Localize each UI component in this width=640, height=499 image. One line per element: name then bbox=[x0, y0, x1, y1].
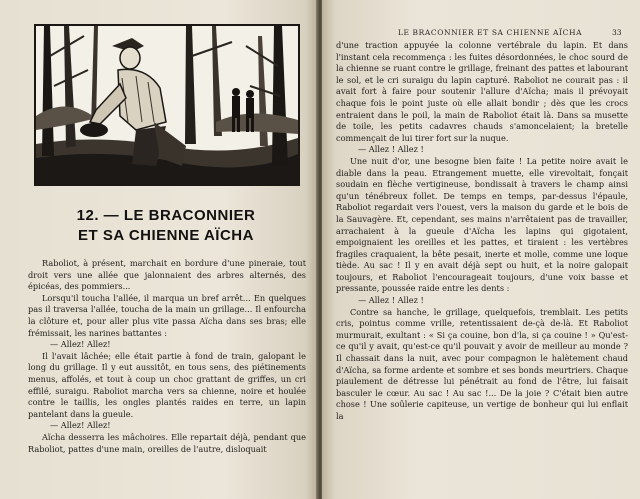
dialog-line: — Allez ! Allez ! bbox=[358, 144, 424, 155]
paragraph: Une nuit d'or, une besogne bien faite ! La petite noire avait le diable dans la peau. Etrangement muette, elle virevoltait, fonçait soudain en flèche vertigineuse, bondissait à travers le champ ainsi qu'un ténébreux follet. De temps en temps, par-dessus l'épaule, Raboliot regardait vers l'ouest, vers la maison du garde et le bois de la Sauvagère. Et, cependant, ses mains n'arrêtaient pas de travailler, arrachaient à la gueule d'Aïcha les lapins qui gigotaient, empoignaient les oreilles et les pattes, et tiraient : les vertèbres fragiles craquaient, la bête pesait, inerte et molle, comme une loque tiède. Au sac ! Il y en avait déjà sept ou huit, et la noire galopait toujours, et Raboliot l'encourageait toujours, d'une voix basse et pressante, poussée raide entre les dents : bbox=[336, 155, 628, 294]
poacher-illustration bbox=[34, 24, 300, 186]
paragraph: d'une traction appuyée la colonne vertébrale du lapin. Et dans l'instant cela recommença : les fuites désordonnées, le choc sourd de la chienne se ruant contre le grillage, freinant des pattes et labourant le sol, et le cri suraigu du lapin capturé. Raboliot ne courait pas : il avait fort à faire pour soutenir l'allure d'Aïcha; mais il prévoyait chaque fois le point juste où elle allait bondir ; dès que les crocs entraient dans le poil, la main de Raboliot était là. Dans sa musette de toile, les petits cadavres chauds s'amoncelaient; la bretelle commençait de lui tirer fort sur la nuque. bbox=[336, 40, 628, 143]
paragraph: Contre sa hanche, le grillage, quelquefois, tremblait. Les petits cris, pointus comme vrille, retentissaient de-çà de-là. Et Raboliot murmurait, exultant : « Si ça couine, bon d'la, si ça couine ! » Qu'est-ce qu'il y avait, qu'est-ce qu'il pouvait y avoir de meilleur au monde ? Il chassait dans la nuit, avec pour compagnon le halètement chaud d'Aïcha, sa forme ardente et sombre et ses bonds meurtriers. Chaque piaulement de détresse lui pénétrait au fond de l'être, lui faisait basculer le cœur. Au sac ! Au sac !... De la joie ? C'était bien autre chose ! Une soûlerie capiteuse, un vertige de bonheur qui lui enflait la bbox=[336, 306, 628, 421]
dialog-line: — Allez ! Allez ! bbox=[358, 295, 424, 306]
page-number: 33 bbox=[612, 28, 622, 37]
dialog-line: — Allez! Allez! bbox=[50, 339, 111, 350]
chapter-title-line-1: 12. — LE BRACONNIER bbox=[76, 207, 256, 224]
paragraph: Il l'avait lâchée; elle était partie à fond de train, galopant le long du grillage. Il y eut aussitôt, en tous sens, des piétinements menus, affolés, et tout à coup un choc grattant de griffes, un cri effilé, suraigu. Raboliot marcha vers sa chienne, noire et houlée contre le taillis, les ongles plantés raides en terre, un lapin pantelant dans la gueule. bbox=[28, 350, 306, 419]
left-page-body bbox=[28, 258, 306, 455]
paragraph: Aïcha desserra les mâchoires. Elle repartait déjà, pendant que Raboliot, pattes d'une main, oreilles de l'autre, disloquait bbox=[28, 431, 306, 454]
illustration-drawing bbox=[36, 26, 298, 184]
chapter-title-line-2: ET SA CHIENNE AÏCHA bbox=[78, 227, 254, 244]
chapter-title bbox=[30, 206, 302, 246]
left-page bbox=[0, 0, 318, 499]
paragraph: Raboliot, à présent, marchait en bordure d'une pineraie, tout droit vers une allée que jalonnaient des arbres alternés, des épicéas, des pommiers... bbox=[28, 258, 306, 292]
right-page-body bbox=[336, 40, 628, 423]
paragraph: Lorsqu'il toucha l'allée, il marqua un bref arrêt... En quelques pas il traversa l'allée, toucha de la main un grillage... Il enfourcha la clôture et, pour aller plus vite passa Aïcha dans ses bras; elle frémissait, les narines battantes : bbox=[28, 292, 306, 338]
right-page bbox=[322, 0, 640, 499]
running-head: LE BRACONNIER ET SA CHIENNE AÏCHA bbox=[397, 28, 583, 37]
dialog-line: — Allez! Allez! bbox=[50, 420, 111, 431]
